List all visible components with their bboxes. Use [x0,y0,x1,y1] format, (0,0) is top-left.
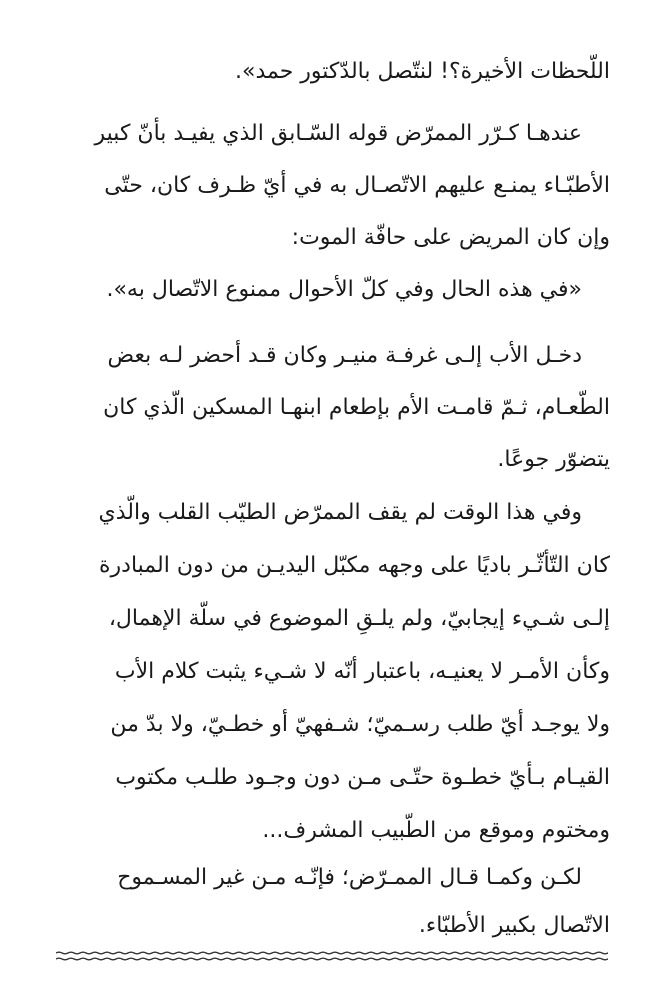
text-line: الاتّصال بكبير الأطبّاء. [418,913,610,938]
text-line: يتضوّر جوعًا. [497,447,610,472]
paragraph-6 [52,854,610,950]
text-line: وكأن الأمـر لا يعنيـه، باعتبار أنّه لا شـيء يثبت كلام الأب [114,659,610,684]
text-line: القيـام بـأيّ خطـوة حتّـى مـن دون وجـود طلـب مكتوب [115,765,610,790]
text-line: ومختوم وموقع من الطّبيب المشرف... [262,818,610,843]
text-line: كان التّأثّـر باديًا على وجهه مكبّل اليديـن من دون المبادرة [99,553,610,578]
text-line: الطّعـام، ثـمّ قامـت الأم بإطعام ابنهـا المسكين الّذي كان [103,395,610,420]
paragraph-3-quote [52,270,610,310]
text-line: دخـل الأب إلـى غرفـة منيـر وكان قـد أحضر لـه بعض [107,343,582,368]
text-line: الأطبّـاء يمنـع عليهم الاتّصـال به في أيّ ظـرف كان، حتّى [104,173,610,198]
text-line: إلـى شـيء إيجابيّ، ولم يلـقِ الموضوع في سلّة الإهمال، [108,606,610,631]
text-line: لكـن وكمـا قـال الممـرّض؛ فإنّـه مـن غير المسـموح [117,865,582,890]
wavy-divider-rule [56,949,608,963]
text-line: ولا يوجـد أيّ طلب رسـميّ؛ شـفهيّ أو خطـيّ، ولا بدّ من [110,712,610,737]
text-line: اللّحظات الأخيرة؟! لنتّصل بالدّكتور حمد». [234,59,610,84]
text-line: عندهـا كـرّر الممرّض قوله السّـابق الذي يفيـد بأنّ كبير [94,121,582,146]
paragraph-4 [52,330,610,486]
paragraph-1 [52,52,610,92]
paragraph-2 [52,108,610,264]
paragraph-5 [52,486,610,857]
text-line: وإن كان المريض على حافّة الموت: [291,225,610,250]
text-line: وفي هذا الوقت لم يقف الممرّض الطيّب القلب والّذي [98,500,582,525]
text-line: «في هذه الحال وفي كلّ الأحوال ممنوع الاتّصال به». [106,277,582,302]
